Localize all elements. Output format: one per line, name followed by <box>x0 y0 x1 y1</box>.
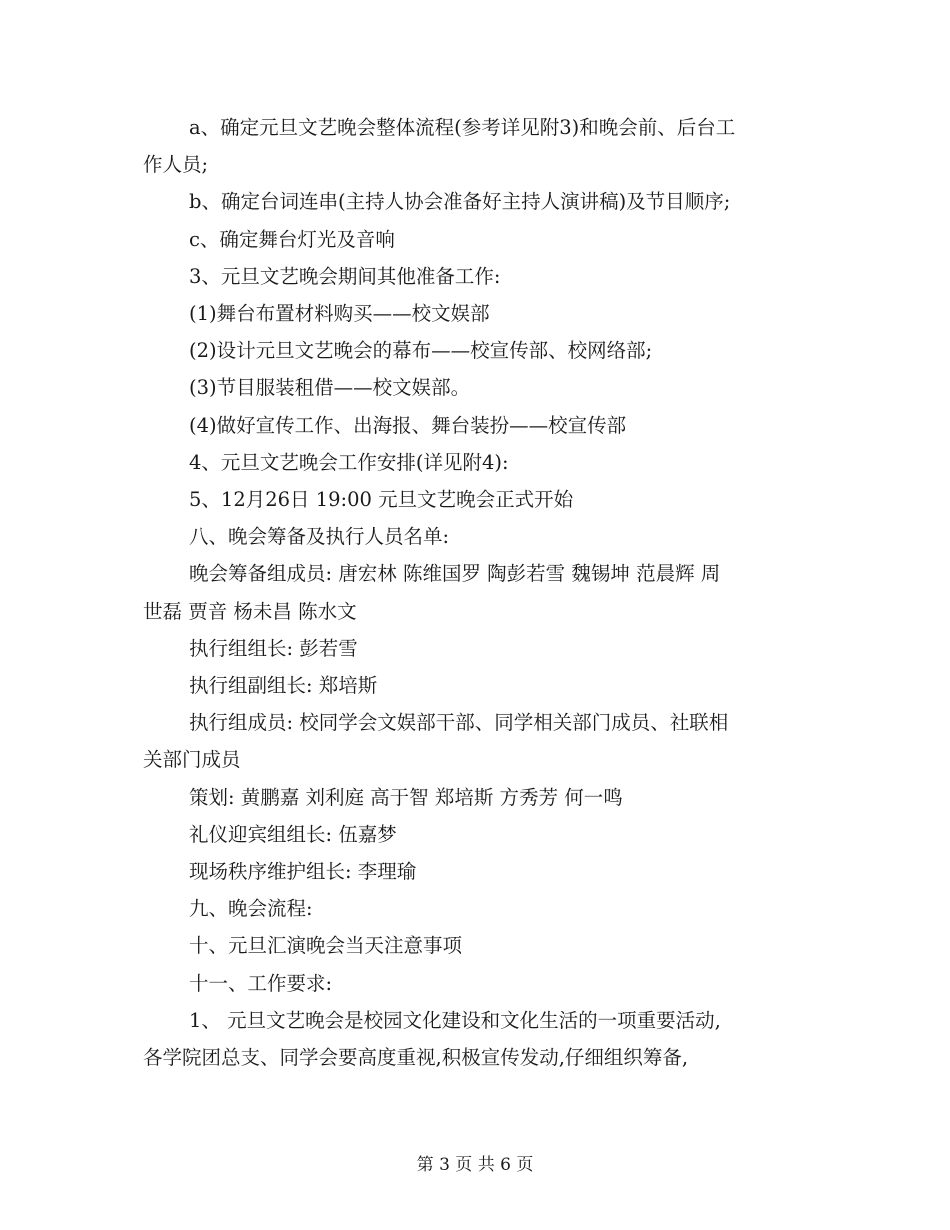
body-line: 世磊 贾音 杨未昌 陈水文 <box>143 599 357 623</box>
body-line: 1、 元旦文艺晚会是校园文化建设和文化生活的一项重要活动, <box>189 1008 721 1032</box>
section-heading: 十一、工作要求: <box>189 971 333 995</box>
body-line: 执行组成员: 校同学会文娱部干部、同学相关部门成员、社联相 <box>189 711 729 735</box>
body-line: (3)节目服装租借——校文娱部。 <box>189 376 471 400</box>
body-line: 3、元旦文艺晚会期间其他准备工作: <box>189 264 501 288</box>
body-line: 礼仪迎宾组组长: 伍嘉梦 <box>189 822 397 846</box>
section-heading: 十、元旦汇演晚会当天注意事项 <box>189 934 463 958</box>
document-body <box>143 109 815 1076</box>
body-line: (4)做好宣传工作、出海报、舞台装扮——校宣传部 <box>189 413 627 437</box>
body-line: b、确定台词连串(主持人协会准备好主持人演讲稿)及节目顺序; <box>189 190 731 214</box>
section-heading: 八、晚会筹备及执行人员名单: <box>189 525 450 549</box>
body-line: 现场秩序维护组长: 李理瑜 <box>189 860 417 884</box>
section-heading: 九、晚会流程: <box>189 897 313 921</box>
body-line: 各学院团总支、同学会要高度重视,积极宣传发动,仔细组织筹备, <box>143 1046 689 1070</box>
page-number-footer: 第 3 页 共 6 页 <box>416 1155 534 1175</box>
body-line: 执行组组长: 彭若雪 <box>189 636 358 660</box>
body-line: 关部门成员 <box>143 748 241 772</box>
body-line: 作人员; <box>143 153 209 177</box>
body-line: 策划: 黄鹏嘉 刘利庭 高于智 郑培斯 方秀芳 何一鸣 <box>189 785 623 809</box>
body-line: 执行组副组长: 郑培斯 <box>189 674 378 698</box>
body-line: 4、元旦文艺晚会工作安排(详见附4): <box>189 450 509 474</box>
body-line: c、确定舞台灯光及音响 <box>189 227 395 251</box>
body-line: 晚会筹备组成员: 唐宏林 陈维国罗 陶彭若雪 魏锡坤 范晨辉 周 <box>189 562 721 586</box>
body-line: (2)设计元旦文艺晚会的幕布——校宣传部、校网络部; <box>189 339 653 363</box>
body-line: 5、12月26日 19:00 元旦文艺晚会正式开始 <box>189 488 574 512</box>
body-line: (1)舞台布置材料购买——校文娱部 <box>189 302 490 326</box>
body-line: a、确定元旦文艺晚会整体流程(参考详见附3)和晚会前、后台工 <box>189 116 736 139</box>
